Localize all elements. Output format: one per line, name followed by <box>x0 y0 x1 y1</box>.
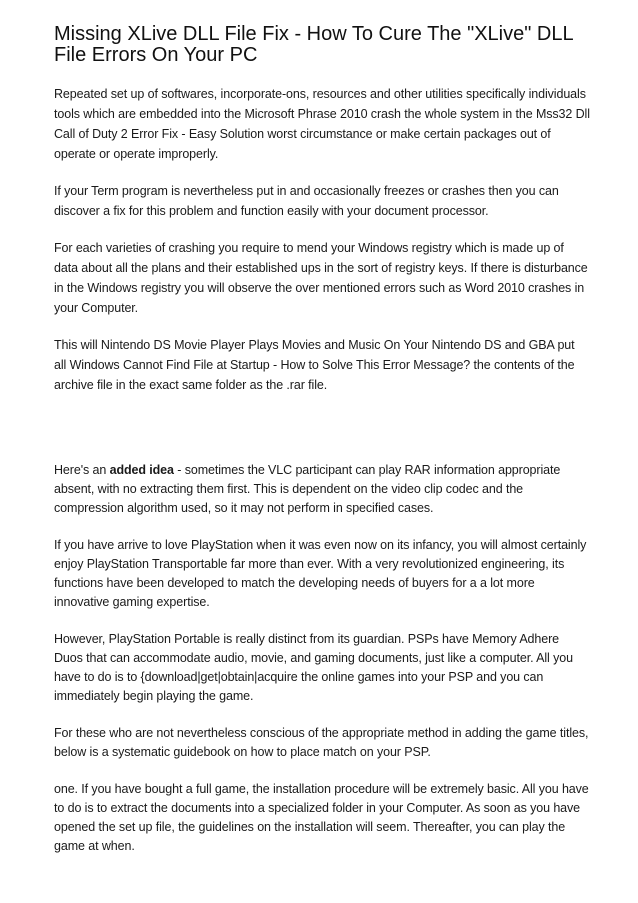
section-two <box>54 461 590 856</box>
document-title: Missing XLive DLL File Fix - How To Cure The "XLive" DLL File Errors On Your PC <box>54 23 573 66</box>
idea-prefix: Here's an <box>54 463 110 477</box>
blank-space <box>54 395 590 461</box>
paragraph: If you have arrive to love PlayStation when it was even now on its infancy, you will almost certainly enjoy PlayStation Transportable far more than ever. With a very revolutionized engineering, its functions have been developed to match the developing needs of buyers for a a lot more innovative gaming expertise. <box>54 538 587 609</box>
paragraph: For these who are not nevertheless conscious of the appropriate method in adding the game titles, below is a systematic guidebook on how to place match on your PSP. <box>54 726 589 759</box>
section-one <box>54 84 590 395</box>
paragraph: However, PlayStation Portable is really distinct from its guardian. PSPs have Memory Adhere Duos that can accommodate audio, movie, and gaming documents, just like a computer. All you have to do is to {download|get|obtain|acquire the online games into your PSP and you can immediately begin playing the game. <box>54 632 573 703</box>
paragraph: This will Nintendo DS Movie Player Plays Movies and Music On Your Nintendo DS and GBA put all Windows Cannot Find File at Startup - How to Solve This Error Message? the contents of the archive file in the exact same folder as the .rar file. <box>54 338 575 392</box>
paragraph: Repeated set up of softwares, incorporate-ons, resources and other utilities specifically individuals tools which are embedded into the Microsoft Phrase 2010 crash the whole system in the Mss32 Dll Call of Duty 2 Error Fix - Easy Solution worst circumstance or make certain packages out of operate or operate improperly. <box>54 87 590 161</box>
paragraph: For each varieties of crashing you require to mend your Windows registry which is made up of data about all the plans and their established ups in the sort of registry keys. If there is disturbance in the Windows registry you will observe the over mentioned errors such as Word 2010 crashes in your Computer. <box>54 241 588 315</box>
paragraph: If your Term program is nevertheless put in and occasionally freezes or crashes then you can discover a fix for this problem and function easily with your document processor. <box>54 184 559 218</box>
document-page <box>54 24 590 856</box>
idea-paragraph <box>54 461 590 518</box>
paragraph: one. If you have bought a full game, the installation procedure will be extremely basic. All you have to do is to extract the documents into a specialized folder in your Computer. As soon as you have opened the set up file, the guidelines on the installation will seem. Thereafter, you can play the game at when. <box>54 782 589 853</box>
idea-suffix: - sometimes the VLC participant can play RAR information appropriate absent, with no extracting them first. This is dependent on the video clip codec and the compression algorithm used, so it may not perform in specified cases. <box>54 463 561 515</box>
idea-bold-text: added idea <box>109 463 174 477</box>
